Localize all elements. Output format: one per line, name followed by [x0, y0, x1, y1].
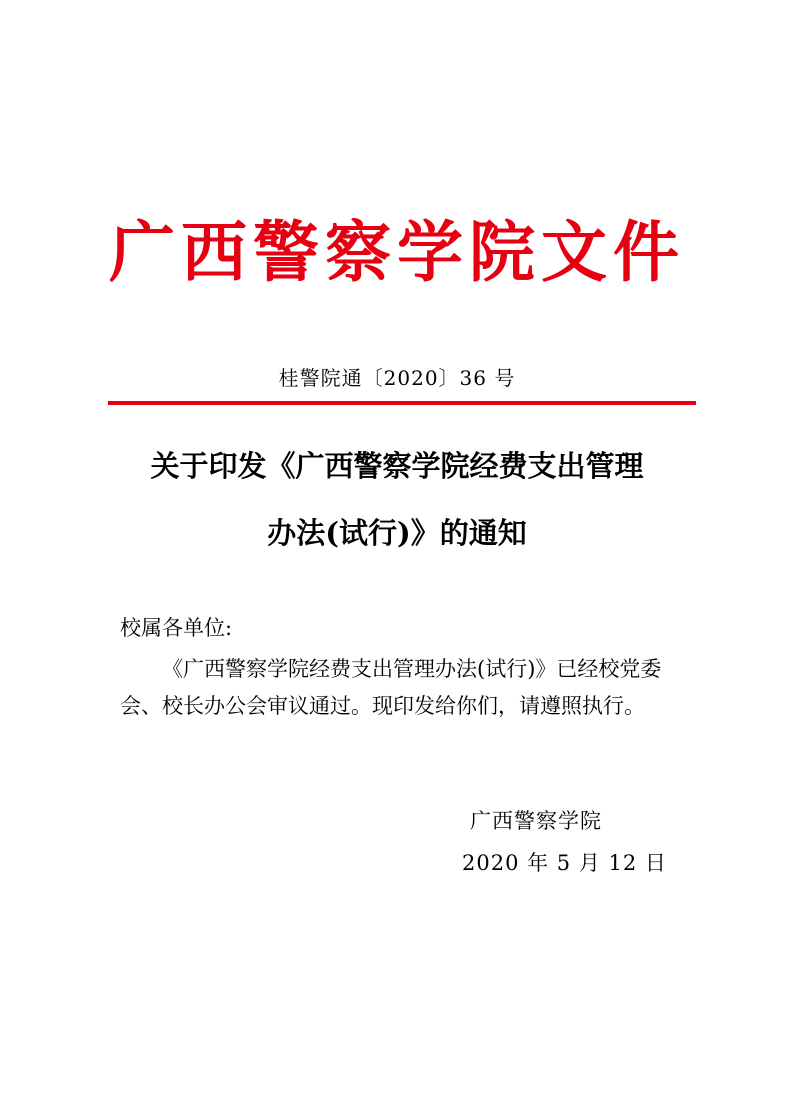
- red-divider-line: [108, 401, 696, 405]
- notice-title-line-2: 办法(试行)》的通知: [267, 516, 527, 550]
- issue-date: 2020 年 5 月 12 日: [462, 851, 667, 875]
- issuer-signature: 广西警察学院: [470, 809, 602, 833]
- salutation: 校属各单位:: [120, 616, 233, 640]
- body-paragraph: 《广西警察学院经费支出管理办法(试行)》已经校党委会、校长办公会审议通过。现印发给你们，请遵照执行。: [120, 657, 662, 718]
- document-header-title: 广西警察学院文件: [109, 213, 685, 291]
- document-number: 桂警院通〔2020〕36 号: [278, 366, 516, 390]
- notice-title-line-1: 关于印发《广西警察学院经费支出管理: [150, 449, 644, 483]
